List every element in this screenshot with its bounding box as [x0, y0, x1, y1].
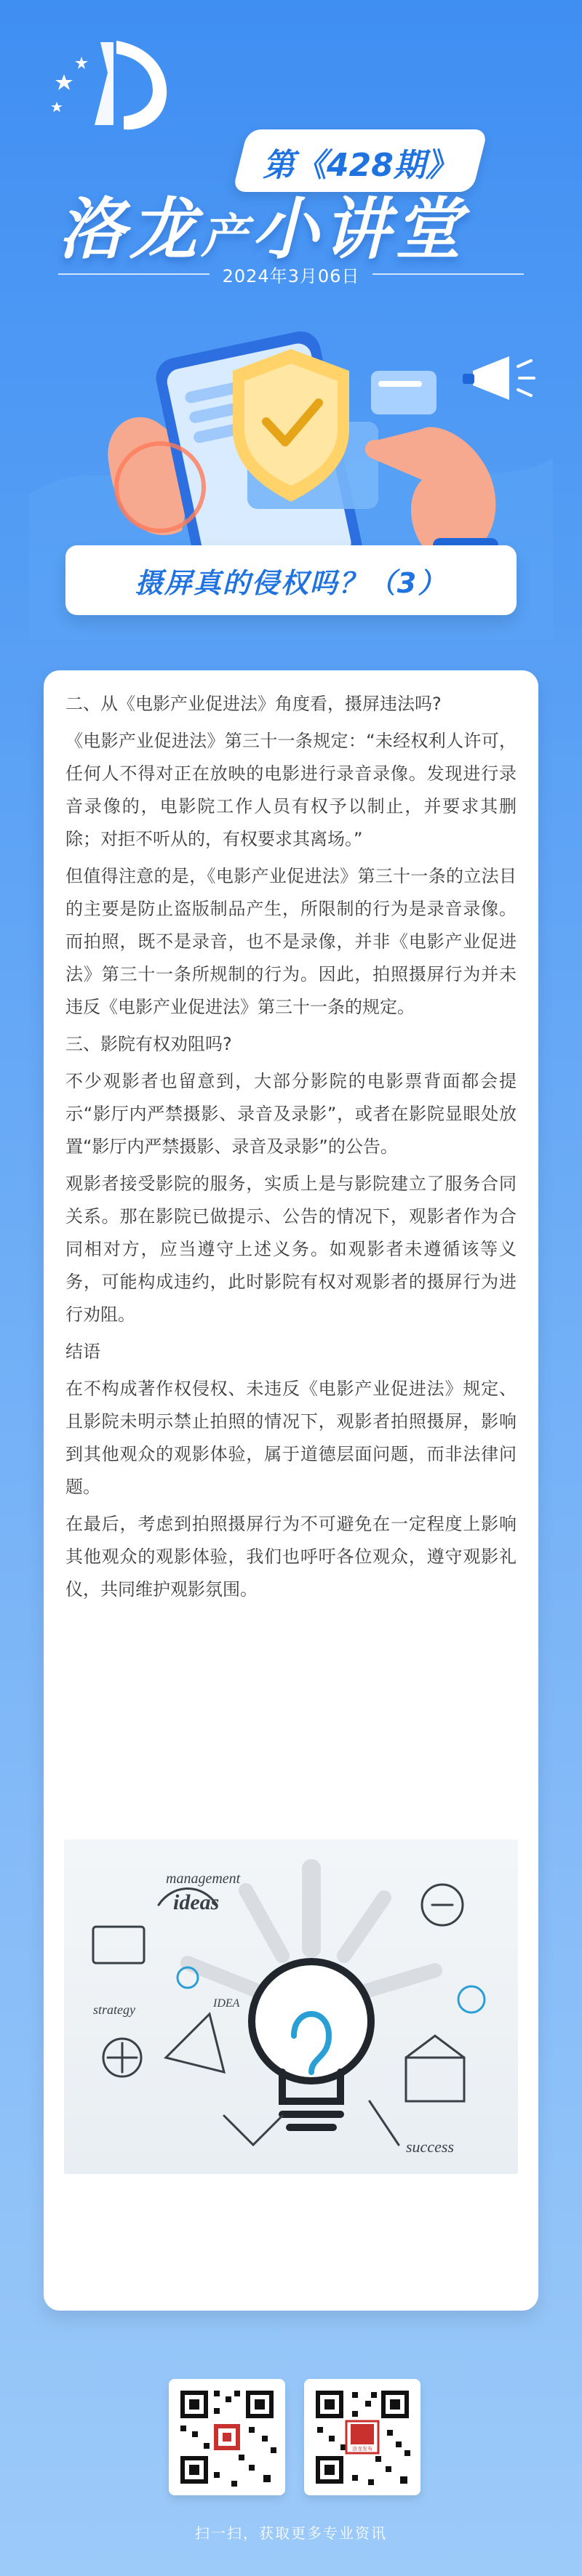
divider-right [372, 273, 524, 275]
footer-note: 扫一扫，获取更多专业资讯 [195, 2524, 387, 2542]
issue-number: 第《428期》 [263, 147, 458, 184]
qr-caption: 洛龙发布 [352, 2446, 372, 2452]
lightbulb-sketch-image [64, 1839, 518, 2174]
paragraph: 二、从《电影产业促进法》角度看，摄屏违法吗? [65, 694, 442, 714]
doodle-word: strategy [93, 2002, 135, 2017]
paragraph: 在不构成著作权侵权、未违反《电影产业促进法》规定、且影院未明示禁止拍照的情况下，观影者拍照摄屏，影响到其他观众的观影体验，属于道德层面问题，而非法律问题。 [65, 1379, 517, 1497]
paragraph: 但值得注意的是，《电影产业促进法》第三十一条的立法目的主要是防止盗版制品产生，所限制的行为是录音录像。而拍照，既不是录音，也不是录像，并非《电影产业促进法》第三十一条所规制的行为。因此，拍照摄屏行为并未违反《电影产业促进法》第三十一条的规定。 [65, 866, 517, 1017]
doodle-word: IDEA [213, 1997, 240, 2010]
title-rest: 小讲堂 [252, 190, 466, 268]
date-row [58, 262, 524, 286]
qr-code-icon [169, 2379, 285, 2495]
doodle-word: ideas [173, 1890, 220, 1914]
qr-code-icon [304, 2379, 420, 2495]
paragraph: 在最后，考虑到拍照摄屏行为不可避免在一定程度上影响其他观众的观影体验，我们也呼吁各位观众，遵守观影礼仪，共同维护观影氛围。 [65, 1514, 517, 1600]
issue-date: 2024年3月06日 [222, 265, 360, 286]
paragraph: 结语 [65, 1341, 100, 1362]
doodle-word: management [166, 1871, 241, 1887]
logo-emblem [44, 29, 175, 138]
lightbulb-icon [64, 1839, 518, 2174]
article-title: 摄屏真的侵权吗？（3） [135, 566, 447, 599]
divider-left [58, 273, 210, 275]
paragraph: 三、影院有权劝阻吗? [65, 1034, 232, 1054]
doodle-word: success [406, 2138, 454, 2156]
page-title [58, 176, 466, 270]
paragraph: 观影者接受影院的服务，实质上是与影院建立了服务合同关系。那在影院已做提示、公告的情况下，观影者作为合同相对方，应当遵守上述义务。如观影者未遵循该等义务，可能构成违约，此时影院有权对观影者的摄屏行为进行劝阻。 [65, 1173, 517, 1325]
qr-code[interactable] [169, 2379, 285, 2495]
article-body [65, 688, 517, 1610]
title-small: 产 [201, 210, 252, 264]
paragraph: 不少观影者也留意到，大部分影院的电影票背面都会提示“影厅内严禁摄影、录音及录影”，或者在影院显眼处放置“影厅内严禁摄影、录音及录影”的公告。 [65, 1071, 517, 1157]
qr-code[interactable] [304, 2379, 420, 2495]
title-main: 洛龙 [58, 190, 202, 268]
paragraph: 《电影产业促进法》第三十一条规定：“未经权利人许可，任何人不得对正在放映的电影进行录音录像。发现进行录音录像的，电影院工作人员有权予以制止，并要求其删除；对拒不听从的，有权要求其离场。” [65, 731, 517, 849]
article-title-banner [65, 545, 517, 615]
